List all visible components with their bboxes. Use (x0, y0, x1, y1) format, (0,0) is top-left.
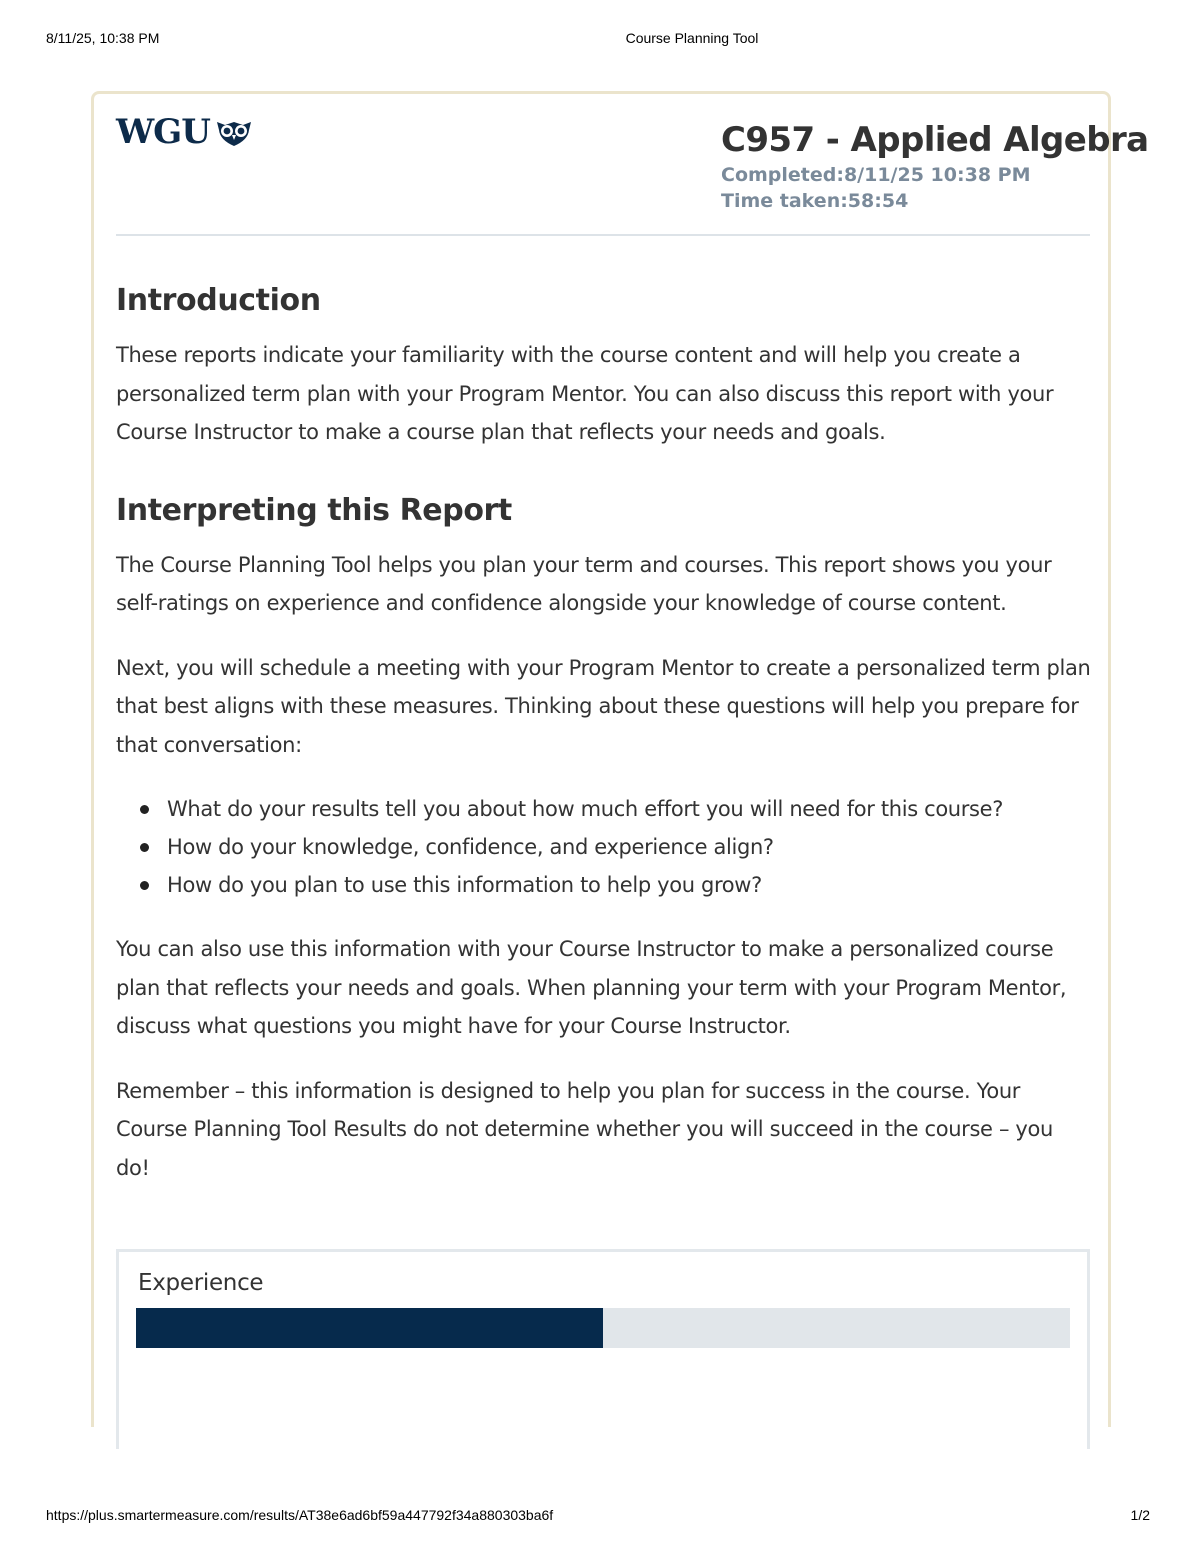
report-content (116, 282, 1092, 1187)
interpreting-heading: Interpreting this Report (116, 492, 512, 528)
report-card (91, 91, 1149, 1427)
wgu-logo (116, 112, 254, 152)
print-header (0, 30, 1200, 50)
question-item: What do your results tell you about how much effort you will need for this course? (140, 790, 1092, 828)
introduction-heading: Introduction (116, 283, 321, 318)
print-datetime: 8/11/25, 10:38 PM (46, 30, 160, 46)
interpreting-paragraph: The Course Planning Tool helps you plan your term and courses. This report shows you your self-ratings on experience and confidence alongside your knowledge of course content. (116, 552, 1052, 615)
experience-bar-fill (136, 1308, 603, 1348)
course-title: C957 - Applied Algebra (721, 120, 1149, 160)
question-item: How do your knowledge, confidence, and experience align? (140, 828, 1092, 866)
question-item: How do you plan to use this information to help you grow? (140, 866, 1092, 904)
time-taken: Time taken:58:54 (721, 190, 909, 212)
logo-text: WGU (116, 112, 210, 152)
reflection-questions (140, 790, 1092, 904)
print-page-title: Course Planning Tool (625, 30, 759, 46)
completed-timestamp: Completed:8/11/25 10:38 PM (721, 164, 1031, 186)
experience-panel (116, 1249, 1090, 1449)
experience-label: Experience (138, 1270, 264, 1296)
introduction-paragraph: These reports indicate your familiarity with the course content and will help you create a personalized term plan with your Program Mentor. You can also discuss this report with your Course Instructor to make a course plan that reflects your needs and goals. (116, 343, 1054, 444)
course-summary (721, 118, 1149, 214)
owl-icon (214, 116, 254, 148)
header-divider (116, 234, 1090, 236)
closing-paragraph: You can also use this information with your Course Instructor to make a personalized course plan that reflects your needs and goals. When planning your term with your Program Mentor, discuss what questions you might have for your Course Instructor. (116, 937, 1067, 1038)
print-footer (0, 1507, 1200, 1527)
page-url: https://plus.smartermeasure.com/results/AT38e6ad6bf59a447792f34a880303ba6f (46, 1507, 554, 1523)
interpreting-paragraph: Next, you will schedule a meeting with your Program Mentor to create a personalized term plan that best aligns with these measures. Thinking about these questions will help you prepare for that conversation: (116, 655, 1091, 757)
closing-paragraph: Remember – this information is designed to help you plan for success in the course. Your Course Planning Tool Results do not determine whether you will succeed in the course – you do! (116, 1078, 1053, 1180)
page-number: 1/2 (1130, 1507, 1150, 1523)
experience-bar-track (136, 1308, 1070, 1348)
